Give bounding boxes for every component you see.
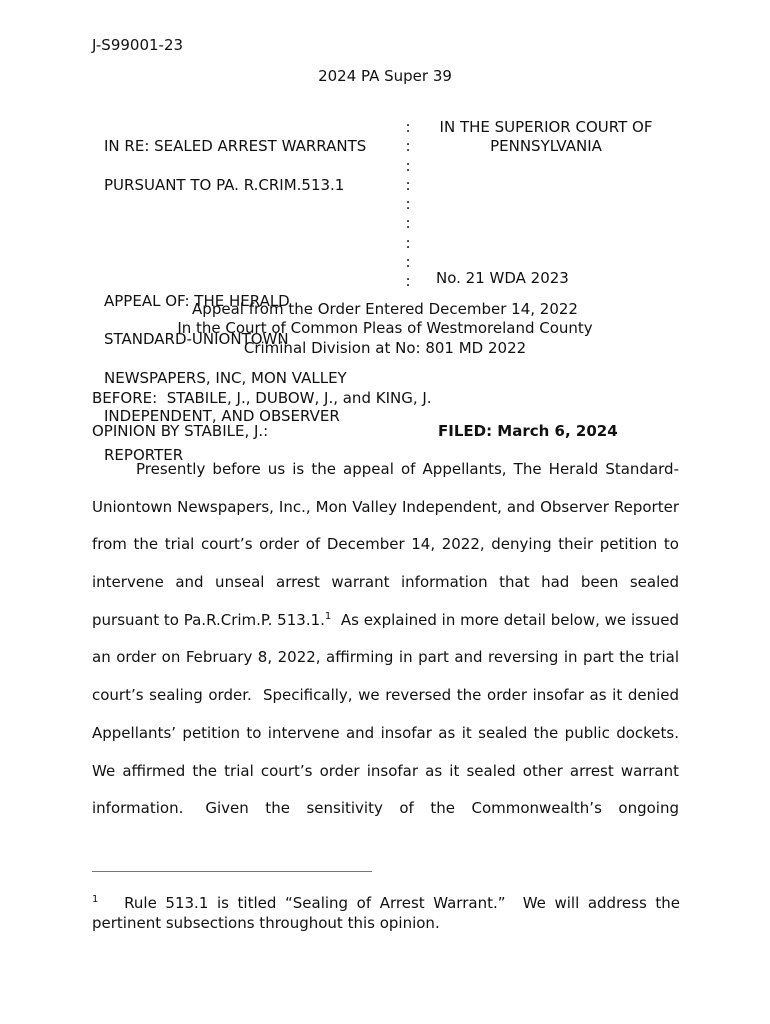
caption-colon: :: [405, 156, 411, 175]
opinion-author: OPINION BY STABILE, J.:: [92, 422, 269, 440]
appeal-line: Appeal from the Order Entered December 14, 2022: [192, 300, 578, 318]
body-line: Presently before us is the appeal of Appellants, The Herald Standard-: [136, 460, 679, 478]
caption-colon: :: [405, 214, 411, 233]
caption-party-line: IN RE: SEALED ARREST WARRANTS: [104, 137, 367, 156]
caption-colon-column: [402, 118, 414, 292]
footnote-divider: [92, 871, 372, 872]
caption-party-line: [104, 214, 366, 233]
court-name: [420, 118, 672, 157]
caption-party-line: NEWSPAPERS, INC, MON VALLEY: [104, 368, 347, 387]
footnote-line: pertinent subsections throughout this opinion.: [92, 913, 440, 932]
caption-party-line: [104, 253, 366, 272]
appeal-line: In the Court of Common Pleas of Westmoreland County: [177, 319, 593, 338]
body-line: We affirmed the trial court’s order insofar as it sealed other arrest warrant: [92, 761, 679, 780]
caption-colon: :: [405, 253, 411, 272]
body-line: [92, 602, 679, 640]
footnote-line: [92, 894, 680, 914]
footnote-reference[interactable]: 1: [324, 610, 332, 622]
body-line: court’s sealing order. Specifically, we reversed the order insofar as it denied: [92, 686, 679, 705]
body-line: from the trial court’s order of December 14, 2022, denying their petition to: [92, 535, 679, 554]
citation-line: 2024 PA Super 39: [318, 67, 452, 85]
caption-colon: :: [405, 195, 411, 214]
body-line: Appellants’ petition to intervene and insofar as it sealed the public dockets.: [92, 723, 679, 742]
opinion-body: [92, 451, 679, 828]
footnote-marker: 1: [92, 894, 99, 905]
caption-party-line: INDEPENDENT, AND OBSERVER: [104, 407, 340, 426]
court-name-line: IN THE SUPERIOR COURT OF: [439, 118, 653, 136]
caption-colon: :: [405, 272, 411, 291]
footnote-text: Rule 513.1 is titled “Sealing of Arrest Warrant.” We will address the: [124, 894, 680, 912]
caption-colon: :: [405, 175, 411, 194]
filed-date: FILED: March 6, 2024: [438, 422, 618, 440]
body-line: an order on February 8, 2022, affirming in part and reversing in part the trial: [92, 648, 679, 667]
body-text-fragment: pursuant to Pa.R.Crim.P. 513.1.: [92, 610, 325, 629]
body-line: information. Given the sensitivity of the Commonwealth’s ongoing: [92, 799, 679, 818]
panel-before: BEFORE: STABILE, J., DUBOW, J., and KING, J.: [92, 389, 432, 407]
appeal-information: [0, 300, 770, 358]
docket-number: J-S99001-23: [92, 36, 184, 54]
caption-party-line: REPORTER: [104, 446, 184, 465]
caption-colon: :: [405, 118, 411, 136]
court-name-line: PENNSYLVANIA: [490, 137, 602, 156]
caption-party-line: STANDARD-UNIONTOWN: [104, 330, 289, 349]
body-line: intervene and unseal arrest warrant information that had been sealed: [92, 573, 679, 592]
caption-colon: :: [405, 233, 411, 252]
caption-party-line: PURSUANT TO PA. R.CRIM.513.1: [104, 175, 345, 194]
body-text-fragment: As explained in more detail below, we issued: [331, 610, 679, 629]
caption-party-line: APPEAL OF: THE HERALD: [104, 291, 290, 310]
footnote: [92, 894, 680, 933]
case-number: No. 21 WDA 2023: [436, 269, 569, 287]
appeal-line: Criminal Division at No: 801 MD 2022: [243, 338, 527, 357]
caption-colon: :: [405, 137, 411, 156]
body-line: Uniontown Newspapers, Inc., Mon Valley Independent, and Observer Reporter: [92, 497, 679, 516]
